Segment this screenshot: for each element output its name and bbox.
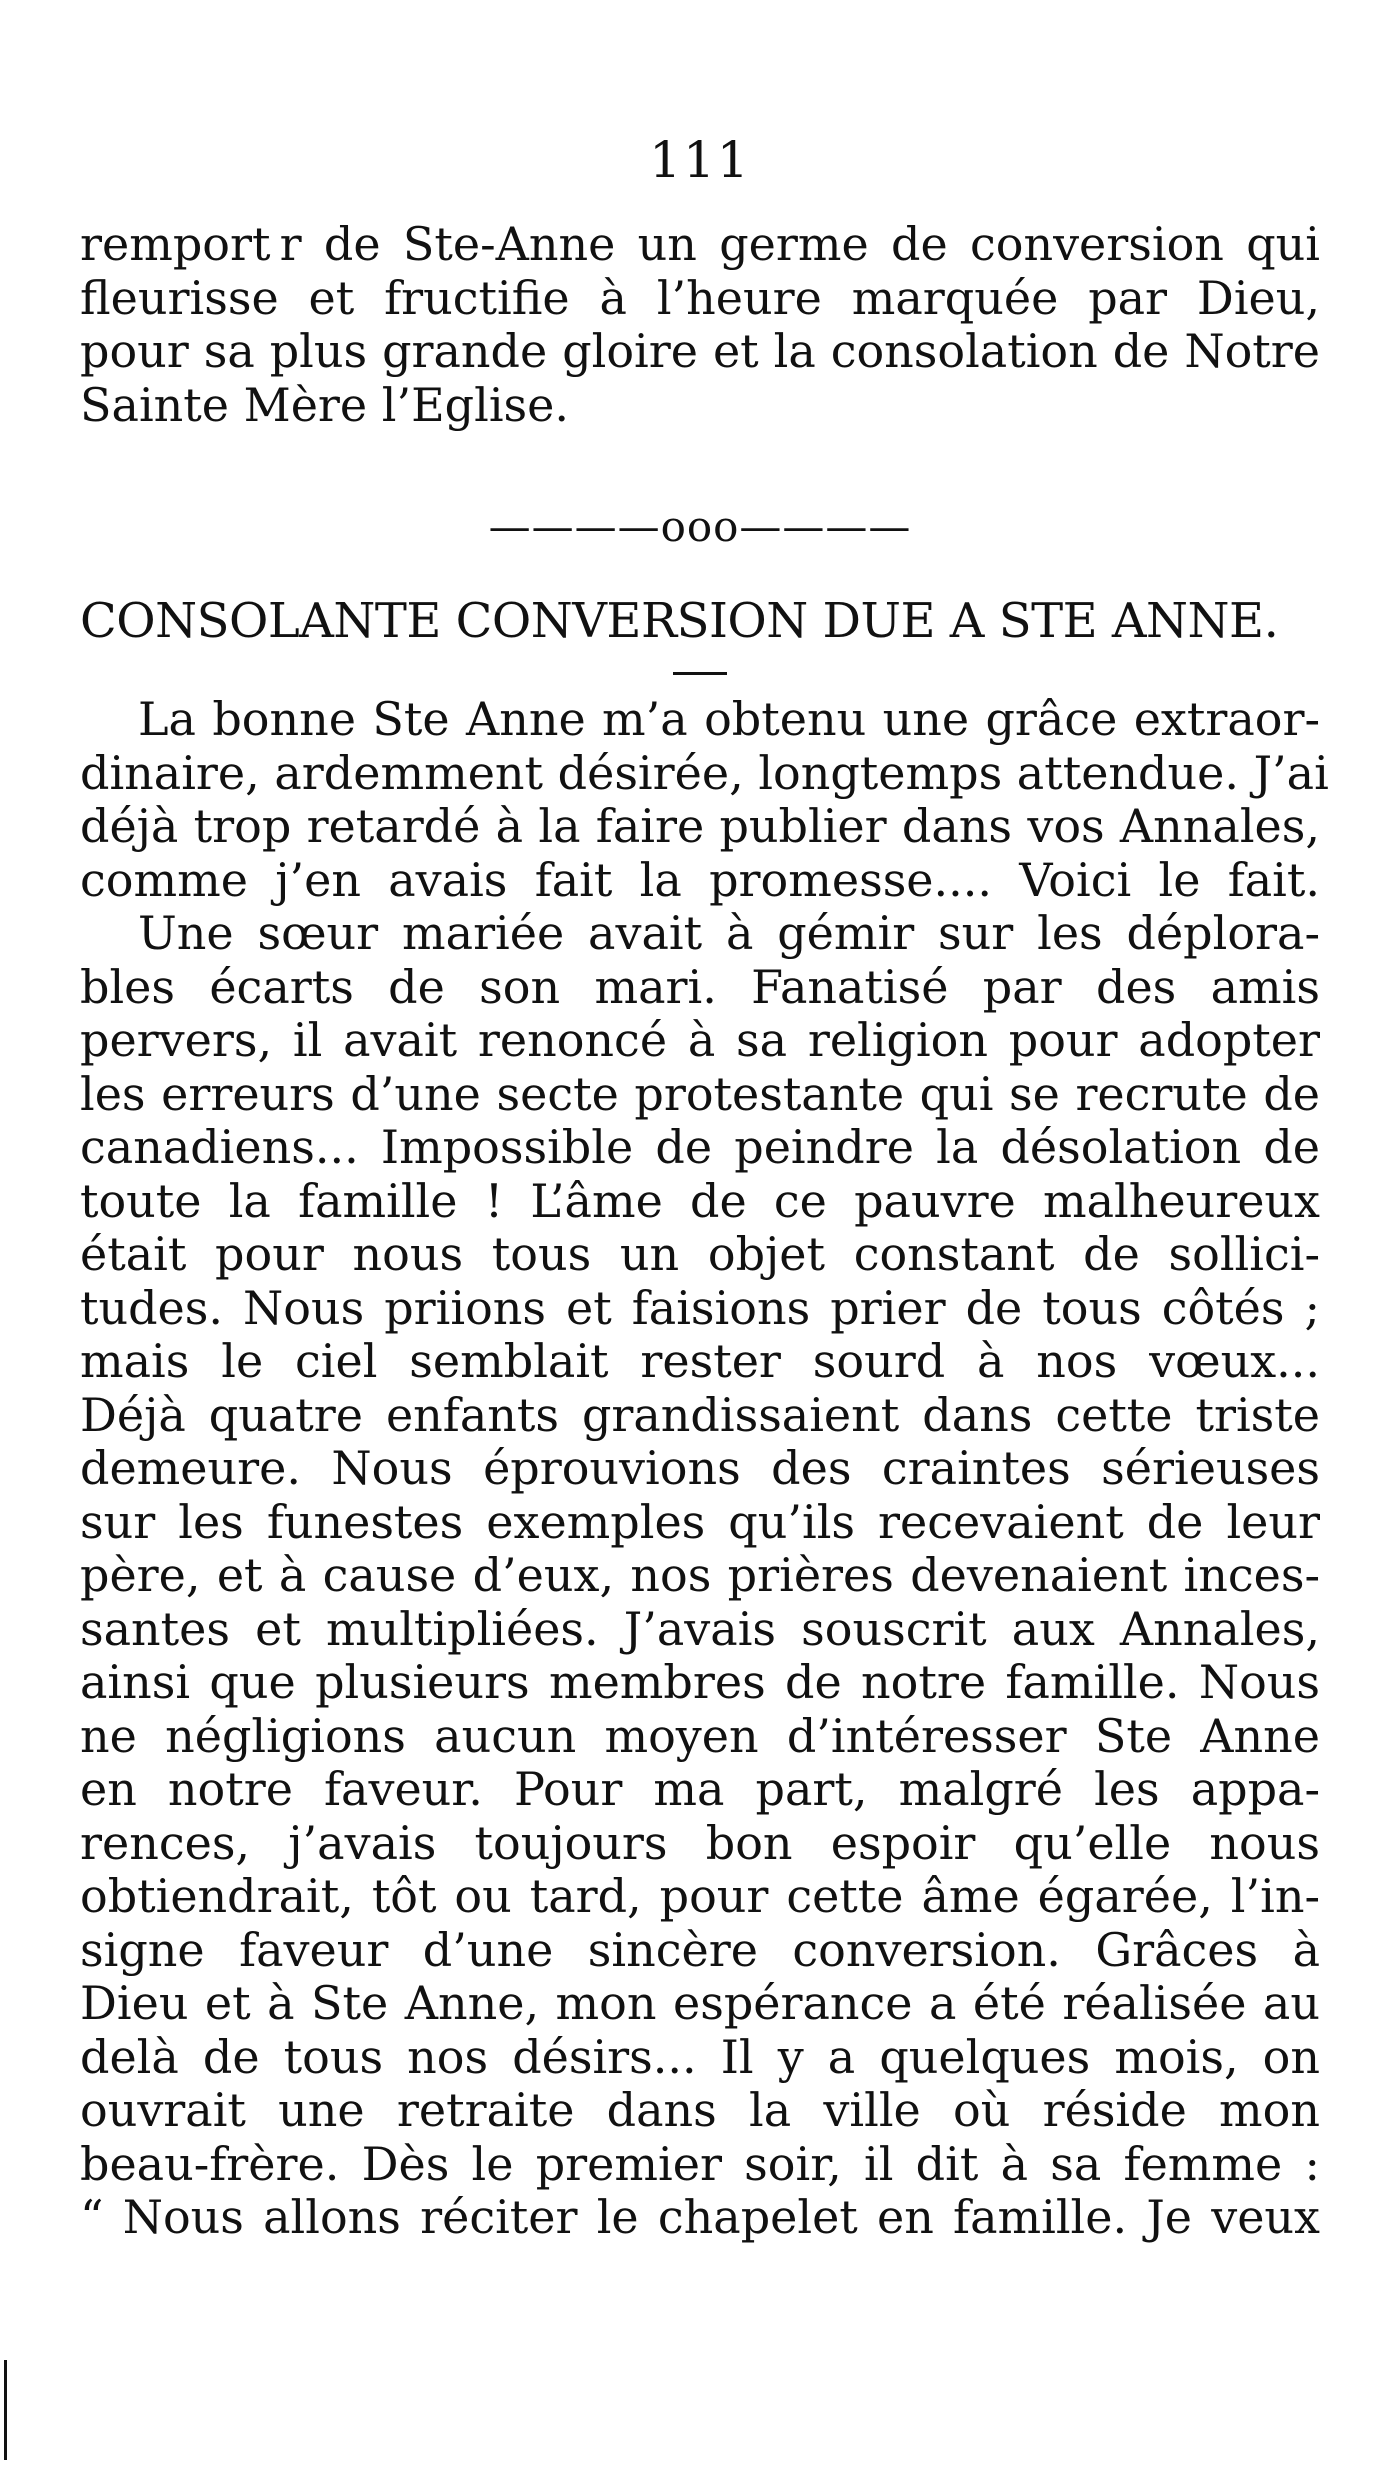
- text-line: père, et à cause d’eux, nos prières devenaient inces-: [80, 1548, 1320, 1602]
- section-separator: ————ooo————: [488, 502, 912, 551]
- text-line: ainsi que plusieurs membres de notre famille. Nous: [80, 1655, 1320, 1709]
- text-line: canadiens... Impossible de peindre la désolation de: [80, 1120, 1320, 1174]
- text-line: rences, j’avais toujours bon espoir qu’elle nous: [80, 1815, 1320, 1870]
- text-line: pervers, il avait renoncé à sa religion pour adopter: [80, 1013, 1320, 1067]
- text-line: Dieu et à Ste Anne, mon espérance a été réalisée au: [80, 1976, 1320, 2030]
- text-line: déjà trop retardé à la faire publier dans vos Annales,: [80, 799, 1320, 853]
- text-line: dinaire, ardemment désirée, longtemps attendue. J’ai: [80, 745, 1329, 800]
- text-line: signe faveur d’une sincère conversion. Grâces à: [80, 1922, 1320, 1977]
- text-line: obtiendrait, tôt ou tard, pour cette âme égarée, l’in-: [80, 1869, 1320, 1923]
- text-line: en notre faveur. Pour ma part, malgré les appa-: [80, 1762, 1320, 1816]
- text-line: était pour nous tous un objet constant de sollici-: [80, 1227, 1320, 1281]
- text-line: La bonne Ste Anne m’a obtenu une grâce extraor-: [138, 692, 1320, 746]
- text-line: remport r de Ste-Anne un germe de conversion qui: [80, 217, 1320, 271]
- text-line: beau-frère. Dès le premier soir, il dit à sa femme :: [80, 2136, 1320, 2191]
- text-line: Sainte Mère l’Eglise.: [80, 377, 569, 432]
- text-line: delà de tous nos désirs... Il y a quelques mois, on: [80, 2029, 1320, 2084]
- text-line: ouvrait une retraite dans la ville où réside mon: [80, 2083, 1320, 2137]
- text-line: tudes. Nous priions et faisions prier de tous côtés ;: [80, 1280, 1320, 1335]
- text-line: santes et multipliées. J’avais souscrit aux Annales,: [80, 1601, 1320, 1656]
- text-line: mais le ciel semblait rester sourd à nos vœux...: [80, 1334, 1320, 1388]
- text-line: toute la famille ! L’âme de ce pauvre malheureux: [80, 1173, 1320, 1228]
- text-line: Une sœur mariée avait à gémir sur les déplora-: [138, 906, 1320, 960]
- text-line: bles écarts de son mari. Fanatisé par des amis: [80, 959, 1320, 1014]
- heading-rule: [673, 672, 727, 675]
- page-number: 111: [649, 131, 751, 189]
- text-line: ne négligions aucun moyen d’intéresser Ste Anne: [80, 1708, 1320, 1763]
- paragraph-1: [80, 692, 1329, 907]
- article-heading: CONSOLANTE CONVERSION DUE A STE ANNE.: [80, 593, 1279, 649]
- text-line: demeure. Nous éprouvions des craintes sérieuses: [80, 1441, 1320, 1495]
- text-line: pour sa plus grande gloire et la consolation de Notre: [80, 324, 1320, 378]
- text-line: comme j’en avais fait la promesse.... Voici le fait.: [80, 852, 1320, 907]
- paragraph-2: [80, 907, 1320, 2245]
- text-line: “ Nous allons réciter le chapelet en famille. Je veux: [80, 2190, 1320, 2244]
- text-line: fleurisse et fructifie à l’heure marquée par Dieu,: [80, 270, 1320, 325]
- text-line: les erreurs d’une secte protestante qui se recrute de: [80, 1066, 1320, 1121]
- scan-margin-mark: [4, 2360, 7, 2460]
- text-line: sur les funestes exemples qu’ils recevaient de leur: [80, 1494, 1320, 1549]
- document-page: [80, 130, 1329, 2245]
- intro-paragraph: [80, 218, 1320, 432]
- text-line: Déjà quatre enfants grandissaient dans cette triste: [80, 1387, 1320, 1442]
